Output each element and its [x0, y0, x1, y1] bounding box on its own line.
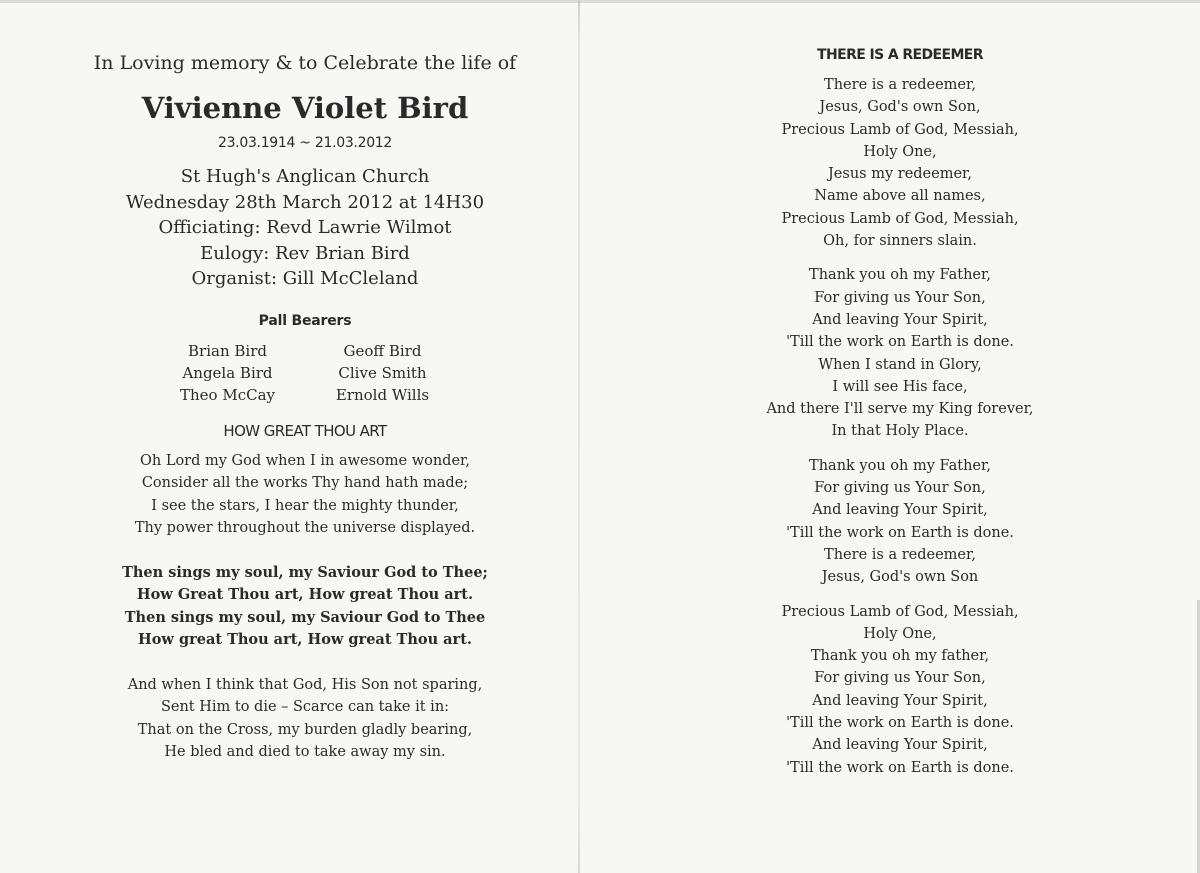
hymn-line: And leaving Your Spirit, — [812, 692, 988, 709]
hymn-line: I will see His face, — [832, 378, 968, 395]
hymn-verse — [705, 264, 1095, 442]
pall-bearer: Theo McCay — [180, 385, 275, 404]
deceased-name: Vivienne Violet Bird — [141, 91, 469, 125]
hymn-line: Precious Lamb of God, Messiah, — [781, 603, 1019, 620]
hymn-line: Jesus, God's own Son — [821, 569, 979, 586]
hymn-verse — [705, 455, 1095, 589]
hymn-line: And when I think that God, His Son not sparing, — [127, 676, 483, 693]
hymn-verse — [705, 601, 1095, 779]
hymn-line: There is a redeemer, — [824, 77, 976, 93]
hymn-title: HOW GREAT THOU ART — [223, 421, 387, 440]
pall-bearers-heading: Pall Bearers — [258, 312, 352, 329]
pall-bearer: Angela Bird — [182, 363, 273, 382]
hymn-line: Consider all the works Thy hand hath made; — [141, 475, 469, 491]
hymn-line: There is a redeemer, — [824, 546, 976, 563]
hymn-title: THERE IS A REDEEMER — [817, 47, 983, 63]
page-fold — [578, 0, 580, 873]
hymn-chorus — [40, 562, 570, 652]
hymn-line: Holy One, — [863, 143, 937, 160]
hymn-line: Oh, for sinners slain. — [823, 233, 977, 250]
hymn-verse — [705, 74, 1095, 252]
service-organist: Organist: Gill McCleland — [191, 268, 419, 289]
hymn-line: 'Till the work on Earth is done. — [786, 759, 1014, 776]
hymn-verse — [40, 450, 570, 540]
service-details — [40, 164, 570, 292]
hymn-line: Then sings my soul, my Saviour God to Thee — [124, 608, 486, 626]
hymn-line: 'Till the work on Earth is done. — [786, 715, 1014, 732]
hymn-line: Oh Lord my God when I in awesome wonder, — [139, 452, 470, 469]
life-dates: 23.03.1914 ~ 21.03.2012 — [217, 135, 393, 151]
hymn-line: Thy power throughout the universe displayed. — [134, 520, 476, 536]
hymn-line: Precious Lamb of God, Messiah, — [781, 121, 1019, 138]
service-eulogy: Eulogy: Rev Brian Bird — [200, 242, 410, 264]
hymn-line: And leaving Your Spirit, — [812, 311, 988, 328]
hymn-line: 'Till the work on Earth is done. — [786, 334, 1014, 351]
hymn-line: In that Holy Place. — [831, 423, 969, 440]
hymn-line: When I stand in Glory, — [818, 356, 982, 373]
pall-bearers-list — [40, 340, 570, 406]
hymn-line: Name above all names, — [814, 188, 986, 205]
hymn-line: Then sings my soul, my Saviour God to Thee; — [122, 563, 488, 581]
hymn-line: For giving us Your Son, — [814, 480, 986, 497]
hymn-line: How great Thou art, How great Thou art. — [138, 631, 472, 648]
hymn-line: He bled and died to take away my sin. — [164, 744, 446, 760]
pall-bearer: Clive Smith — [338, 363, 427, 382]
service-venue: St Hugh's Anglican Church — [180, 166, 430, 187]
hymn-line: For giving us Your Son, — [814, 670, 986, 687]
hymn-line: Jesus, God's own Son, — [819, 99, 981, 116]
hymn-line: And there I'll serve my King forever, — [766, 401, 1034, 418]
hymn-line: 'Till the work on Earth is done. — [786, 524, 1014, 541]
service-officiating: Officiating: Revd Lawrie Wilmot — [158, 217, 452, 238]
hymn-line: For giving us Your Son, — [814, 289, 986, 306]
memorial-intro: In Loving memory & to Celebrate the life of — [93, 52, 517, 74]
hymn-line: And leaving Your Spirit, — [812, 502, 988, 519]
hymn-line: I see the stars, I hear the mighty thunder, — [151, 497, 459, 514]
left-page — [40, 48, 570, 786]
pall-bearer: Geoff Bird — [343, 341, 422, 360]
hymn-line: Holy One, — [863, 625, 937, 642]
paper-top-edge — [0, 0, 1200, 3]
hymn-line: And leaving Your Spirit, — [812, 737, 988, 754]
hymn-line: How Great Thou art, How great Thou art. — [136, 586, 474, 603]
hymn-line: Sent Him to die – Scarce can take it in: — [160, 699, 450, 715]
hymn-line: Thank you oh my Father, — [809, 267, 991, 284]
hymn-line: Precious Lamb of God, Messiah, — [781, 210, 1019, 227]
right-page — [705, 44, 1095, 791]
hymn-line: Thank you oh my father, — [810, 648, 990, 665]
hymn-line: Thank you oh my Father, — [809, 457, 991, 474]
pall-bearer: Brian Bird — [188, 341, 267, 360]
hymn-verse — [40, 674, 570, 764]
service-datetime: Wednesday 28th March 2012 at 14H30 — [125, 191, 485, 213]
pall-bearer: Ernold Wills — [335, 385, 430, 404]
hymn-line: Jesus my redeemer, — [827, 166, 972, 183]
hymn-line: That on the Cross, my burden gladly bearing, — [137, 721, 473, 738]
